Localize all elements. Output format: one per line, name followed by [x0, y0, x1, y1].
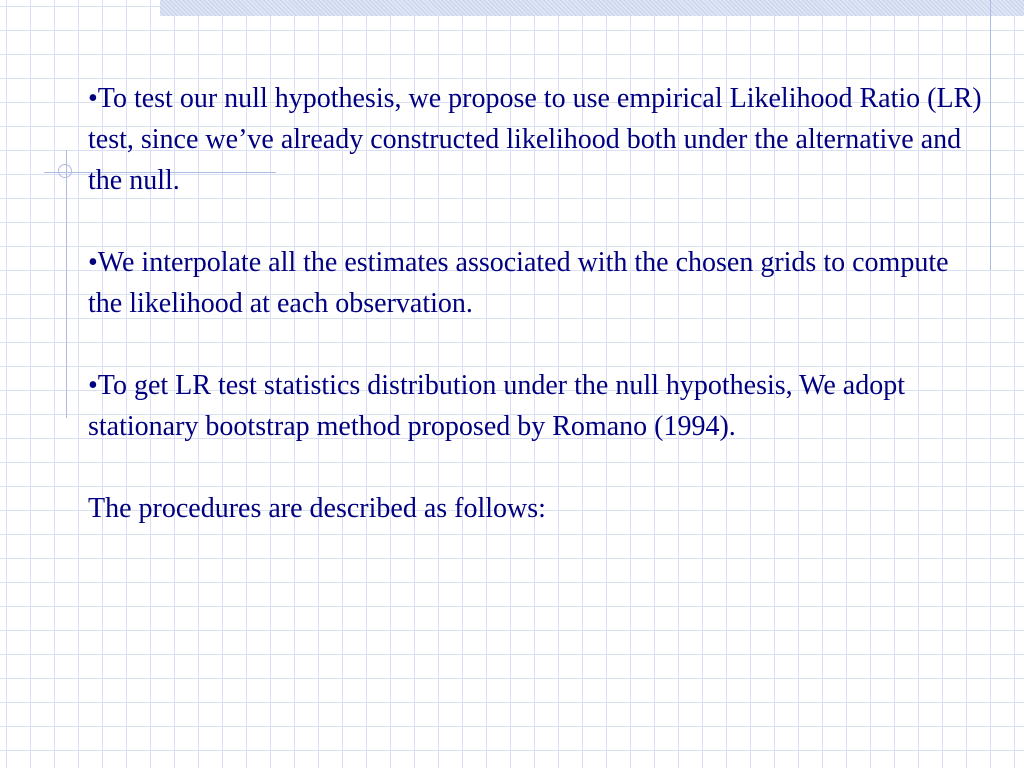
decorative-vertical-rule-left: [66, 150, 67, 418]
paragraph-interpolate: •We interpolate all the estimates associated with the chosen grids to compute the likelihood at each observation.: [88, 247, 956, 319]
paragraph-bootstrap: •To get LR test statistics distribution under the null hypothesis, We adopt stationary bootstrap method proposed by Romano (1994).: [88, 370, 912, 442]
decorative-top-band: [160, 0, 1024, 16]
paragraph-lr-test: •To test our null hypothesis, we propose to use empirical Likelihood Ratio (LR) test, since we’ve already constructed likelihood both under the alternative and the null.: [88, 83, 989, 196]
paragraph-procedures: The procedures are described as follows:: [88, 493, 546, 524]
decorative-vertical-rule-right: [990, 0, 991, 270]
decorative-ring-icon: [58, 164, 72, 178]
slide-body-text: [88, 78, 988, 529]
